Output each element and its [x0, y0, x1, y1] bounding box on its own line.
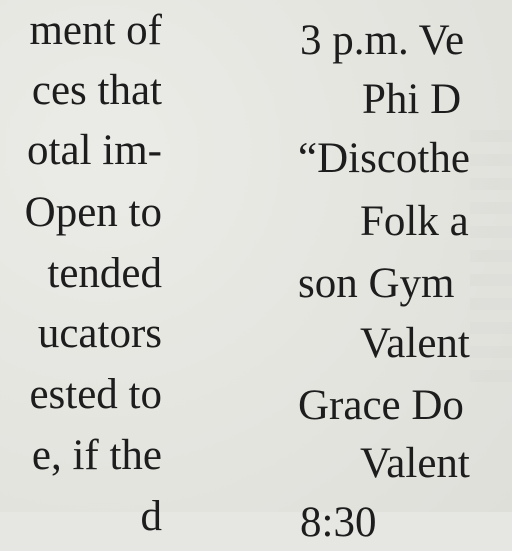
left-line-3: otal im-	[27, 127, 162, 174]
right-line-5: son Gym	[298, 260, 455, 307]
left-line-1: ment of	[29, 7, 162, 54]
right-line-7: Grace Do	[298, 382, 464, 429]
right-line-8: Valent	[360, 440, 470, 487]
right-line-2: Phi D	[362, 76, 462, 123]
left-line-8: e, if the	[31, 432, 162, 479]
left-line-6: ucators	[37, 310, 162, 357]
right-line-3: “Discothe	[298, 135, 470, 182]
right-line-1: 3 p.m. Ve	[300, 17, 465, 64]
right-line-4: Folk a	[360, 198, 469, 245]
right-line-9: 8:30	[300, 499, 377, 546]
left-line-2: ces that	[31, 67, 162, 114]
right-line-6: Valent	[360, 320, 470, 367]
left-line-9: d	[140, 493, 162, 540]
left-line-4: Open to	[24, 189, 162, 236]
left-line-5: tended	[47, 250, 162, 297]
left-line-7: ested to	[29, 371, 162, 418]
